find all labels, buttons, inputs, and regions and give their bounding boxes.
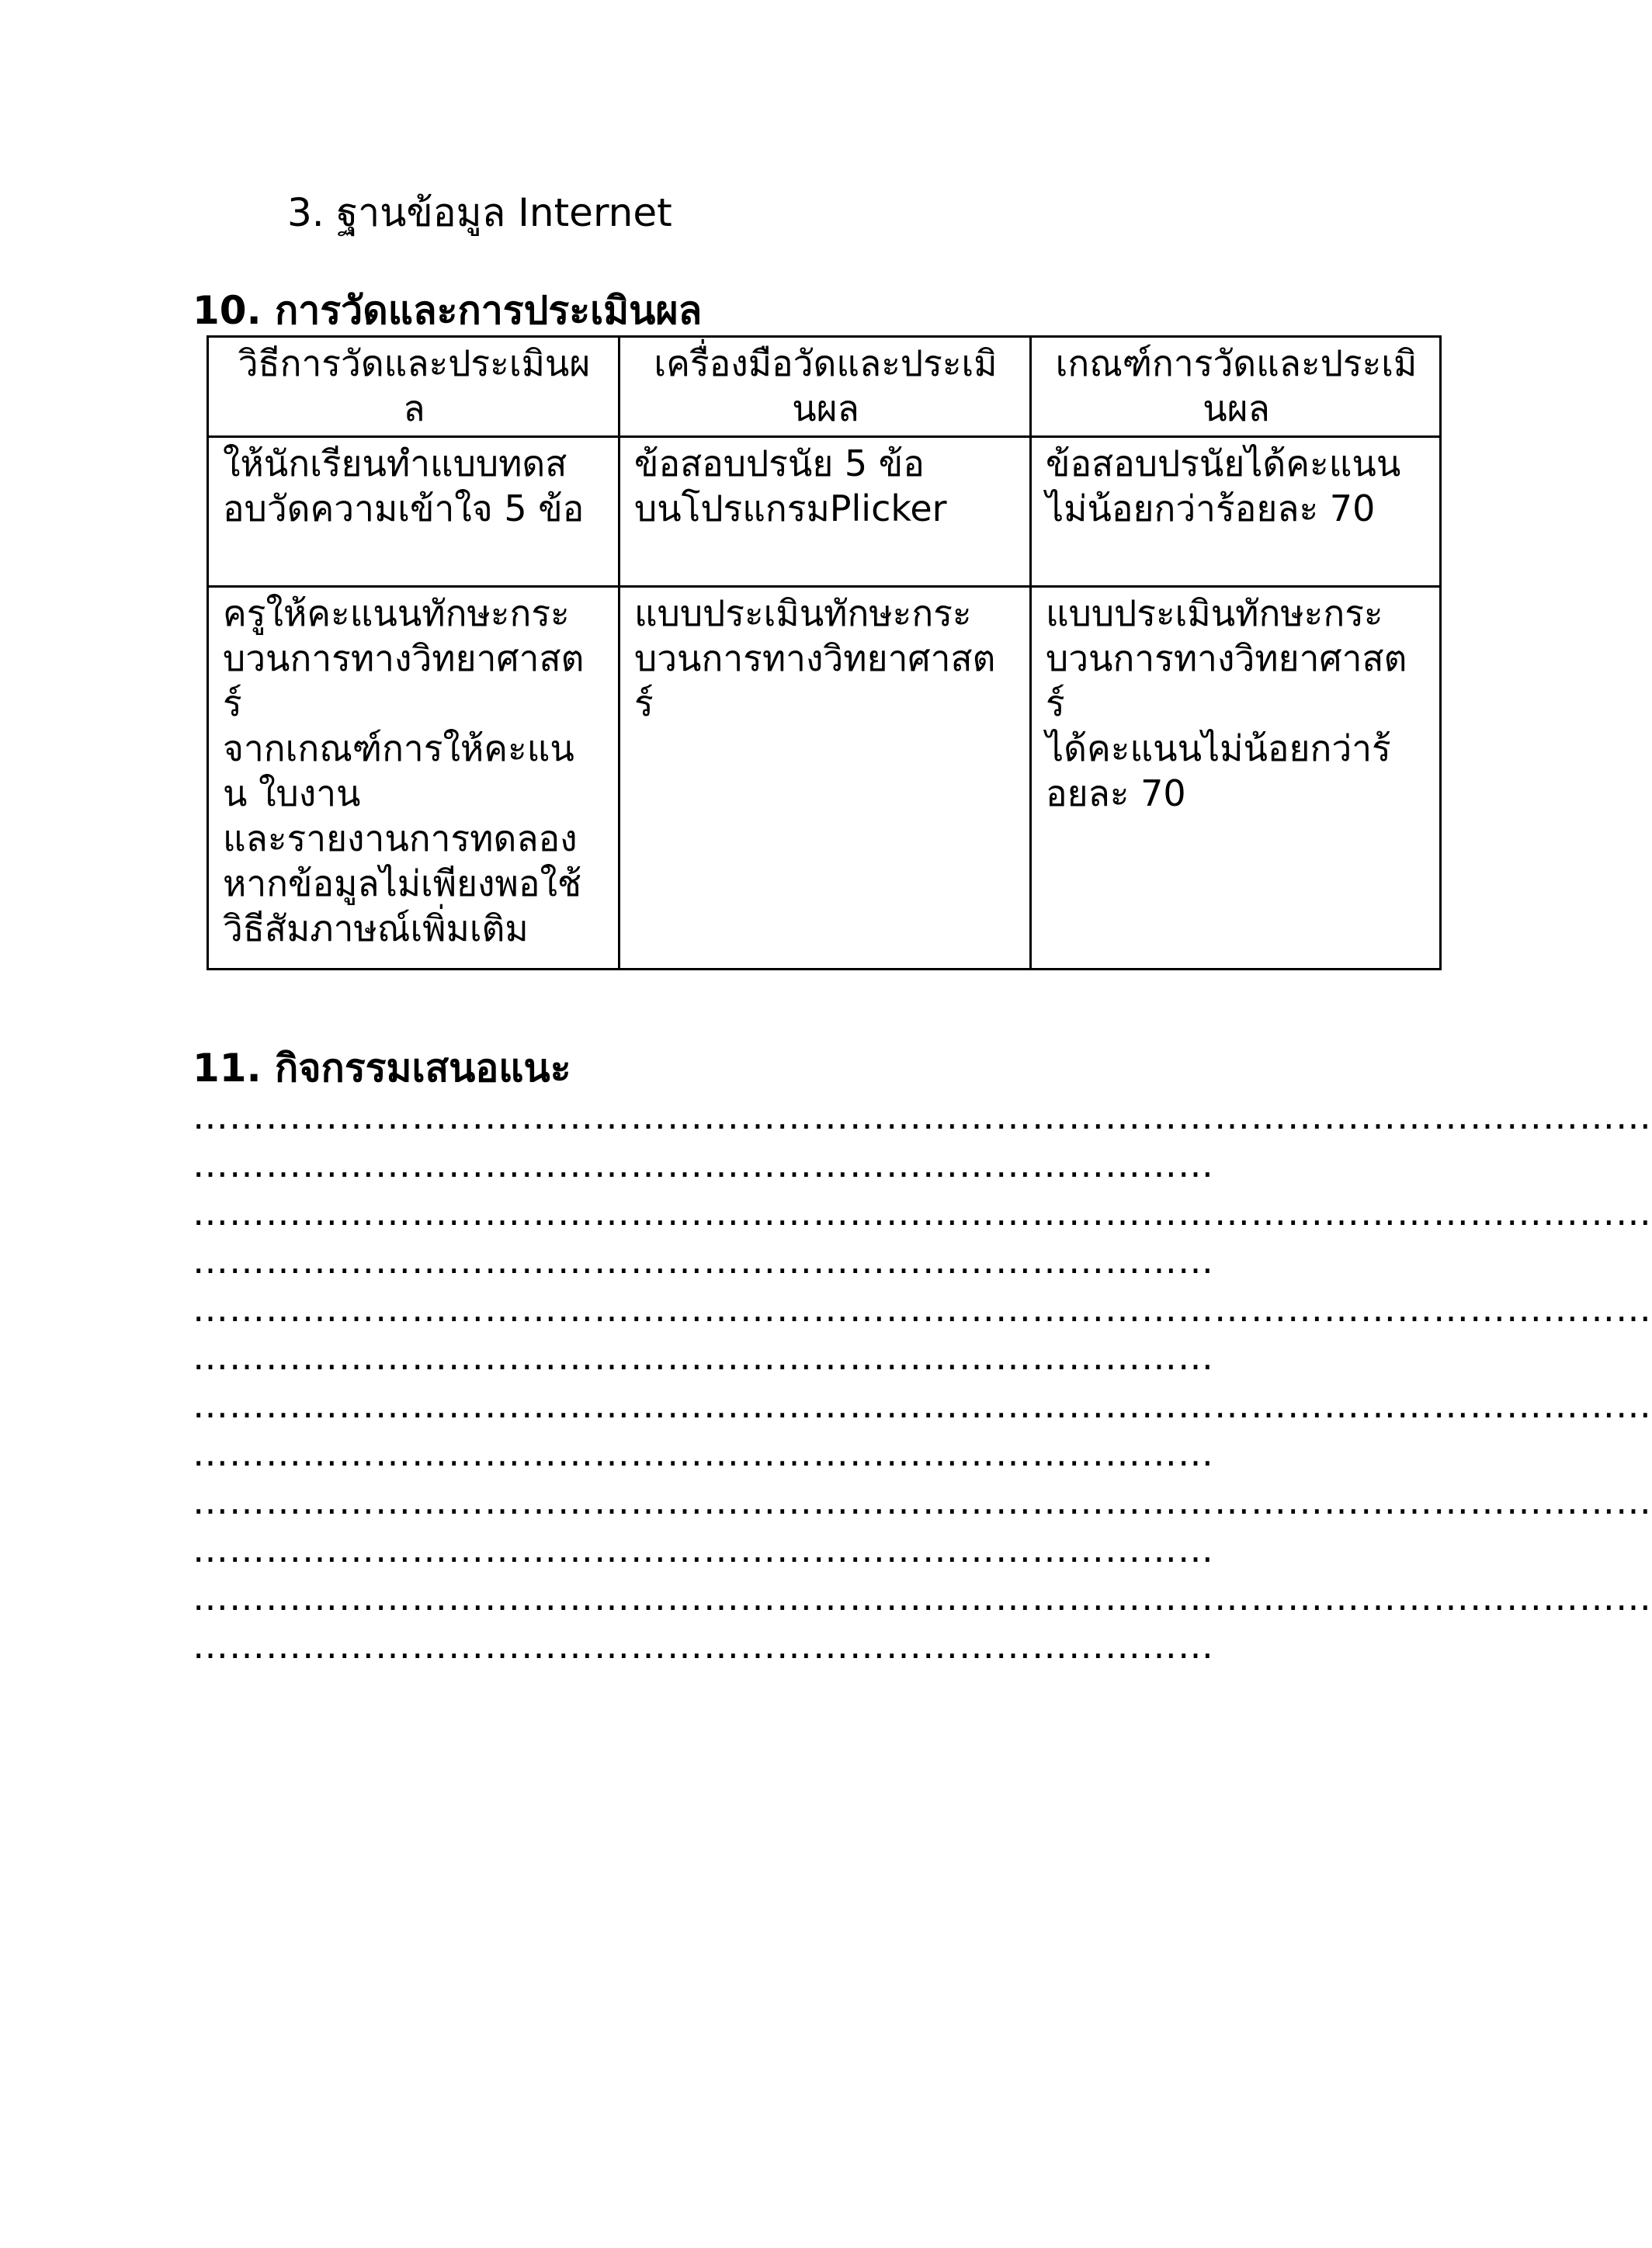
table-cell: ข้อสอบปรนัยได้คะแนน ไม่น้อยกว่าร้อยละ 70 xyxy=(1031,437,1441,587)
dotted-line: ………………………………………………………………………………………………………… xyxy=(193,1095,1652,1137)
evaluation-table xyxy=(206,335,1442,970)
header-tool: เครื่องมือวัดและประเมิ นผล xyxy=(620,337,1031,437)
dotted-line: ………………………………………………………………………… xyxy=(193,1240,1214,1282)
header-criteria: เกณฑ์การวัดและประเมิ นผล xyxy=(1031,337,1441,437)
dotted-line: ………………………………………………………………………………………………………… xyxy=(193,1577,1652,1618)
dotted-line: ………………………………………………………………………………………………………… xyxy=(193,1384,1652,1426)
dotted-line: ………………………………………………………………………………………………………… xyxy=(193,1480,1652,1522)
table-header-row xyxy=(208,337,1441,437)
section-10-heading: 10. การวัดและการประเมินผล xyxy=(193,288,703,333)
table-cell: ครูให้คะแนนทักษะกระ บวนการทางวิทยาศาสต ร์ จากเกณฑ์การให้คะแน น ใบงาน และรายงานการทดลอง หากข้อมูลไม่เพียงพอใช้ วิธีสัมภาษณ์เพิ่มเติม xyxy=(208,587,620,970)
table-row xyxy=(208,587,1441,970)
dotted-line: ………………………………………………………………………… xyxy=(193,1528,1214,1570)
table-cell: ให้นักเรียนทำแบบทดส อบวัดความเข้าใจ 5 ข้อ xyxy=(208,437,620,587)
reference-item-3: 3. ฐานข้อมูล Internet xyxy=(287,190,672,235)
dotted-line: ………………………………………………………………………………………………………… xyxy=(193,1288,1652,1330)
dotted-line: ………………………………………………………………………………………………………… xyxy=(193,1192,1652,1233)
dotted-line: ………………………………………………………………………… xyxy=(193,1432,1214,1474)
dotted-line: ………………………………………………………………………… xyxy=(193,1143,1214,1185)
header-method: วิธีการวัดและประเมินผ ล xyxy=(208,337,620,437)
dotted-line: ………………………………………………………………………… xyxy=(193,1336,1214,1378)
section-11-heading: 11. กิจกรรมเสนอแนะ xyxy=(193,1046,571,1091)
table-cell: แบบประเมินทักษะกระ บวนการทางวิทยาศาสต ร์ ได้คะแนนไม่น้อยกว่าร้ อยละ 70 xyxy=(1031,587,1441,970)
dotted-line: ………………………………………………………………………… xyxy=(193,1625,1214,1667)
table-row xyxy=(208,437,1441,587)
table-cell: ข้อสอบปรนัย 5 ข้อ บนโปรแกรมPlicker xyxy=(620,437,1031,587)
table-cell: แบบประเมินทักษะกระ บวนการทางวิทยาศาสต ร์ xyxy=(620,587,1031,970)
